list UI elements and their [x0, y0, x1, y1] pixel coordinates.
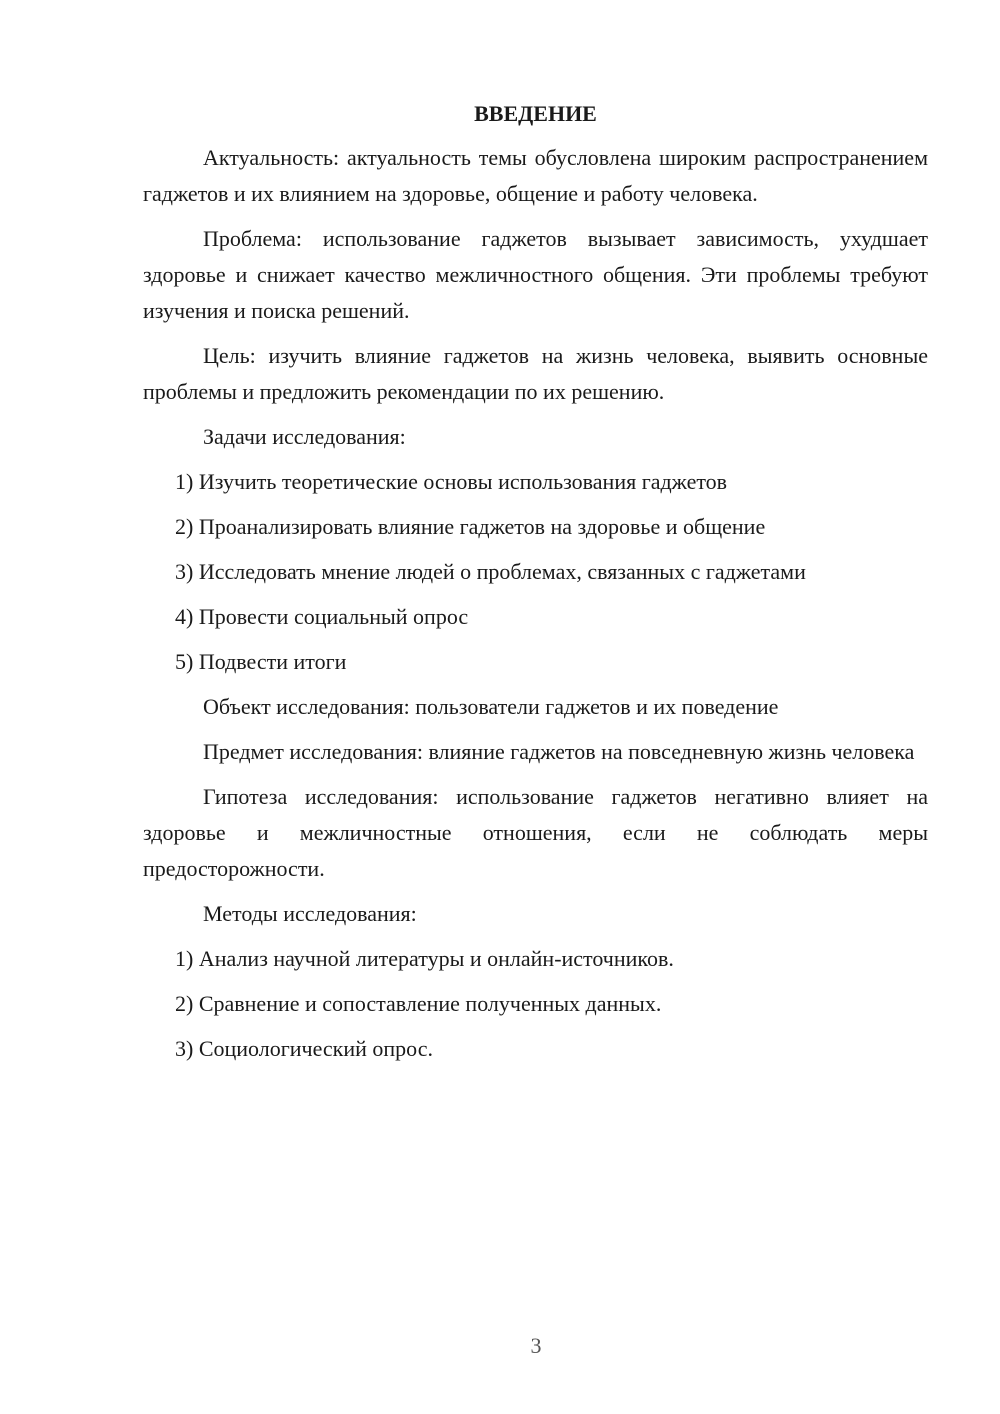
goal-paragraph: Цель: изучить влияние гаджетов на жизнь человека, выявить основные проблемы и предложить рекомендации по их решению. — [143, 343, 928, 404]
hypothesis-paragraph: Гипотеза исследования: использование гаджетов негативно влияет на здоровье и межличностные отношения, если не соблюдать меры предосторожности. — [143, 784, 928, 881]
page-content — [143, 96, 928, 1076]
method-item: 3) Социологический опрос. — [175, 1036, 433, 1061]
task-item: 4) Провести социальный опрос — [175, 604, 469, 629]
object-paragraph: Объект исследования: пользователи гаджетов и их поведение — [203, 694, 779, 719]
method-item: 2) Сравнение и сопоставление полученных данных. — [175, 991, 662, 1016]
task-item: 5) Подвести итоги — [175, 649, 347, 674]
tasks-heading: Задачи исследования: — [203, 424, 406, 449]
methods-list — [143, 941, 928, 1067]
tasks-list — [143, 464, 928, 680]
section-title: ВВЕДЕНИЕ — [474, 101, 597, 126]
relevance-paragraph: Актуальность: актуальность темы обусловлена широким распространением гаджетов и их влиянием на здоровье, общение и работу человека. — [143, 145, 928, 206]
task-item: 1) Изучить теоретические основы использования гаджетов — [175, 469, 728, 494]
methods-heading: Методы исследования: — [203, 901, 417, 926]
method-item: 1) Анализ научной литературы и онлайн-источников. — [175, 946, 674, 971]
page-number: 3 — [530, 1333, 542, 1358]
subject-paragraph: Предмет исследования: влияние гаджетов на повседневную жизнь человека — [203, 739, 915, 764]
task-item: 3) Исследовать мнение людей о проблемах, связанных с гаджетами — [175, 559, 806, 584]
problem-paragraph: Проблема: использование гаджетов вызывает зависимость, ухудшает здоровье и снижает качество межличностного общения. Эти проблемы требуют изучения и поиска решений. — [143, 226, 928, 323]
task-item: 2) Проанализировать влияние гаджетов на здоровье и общение — [175, 514, 766, 539]
